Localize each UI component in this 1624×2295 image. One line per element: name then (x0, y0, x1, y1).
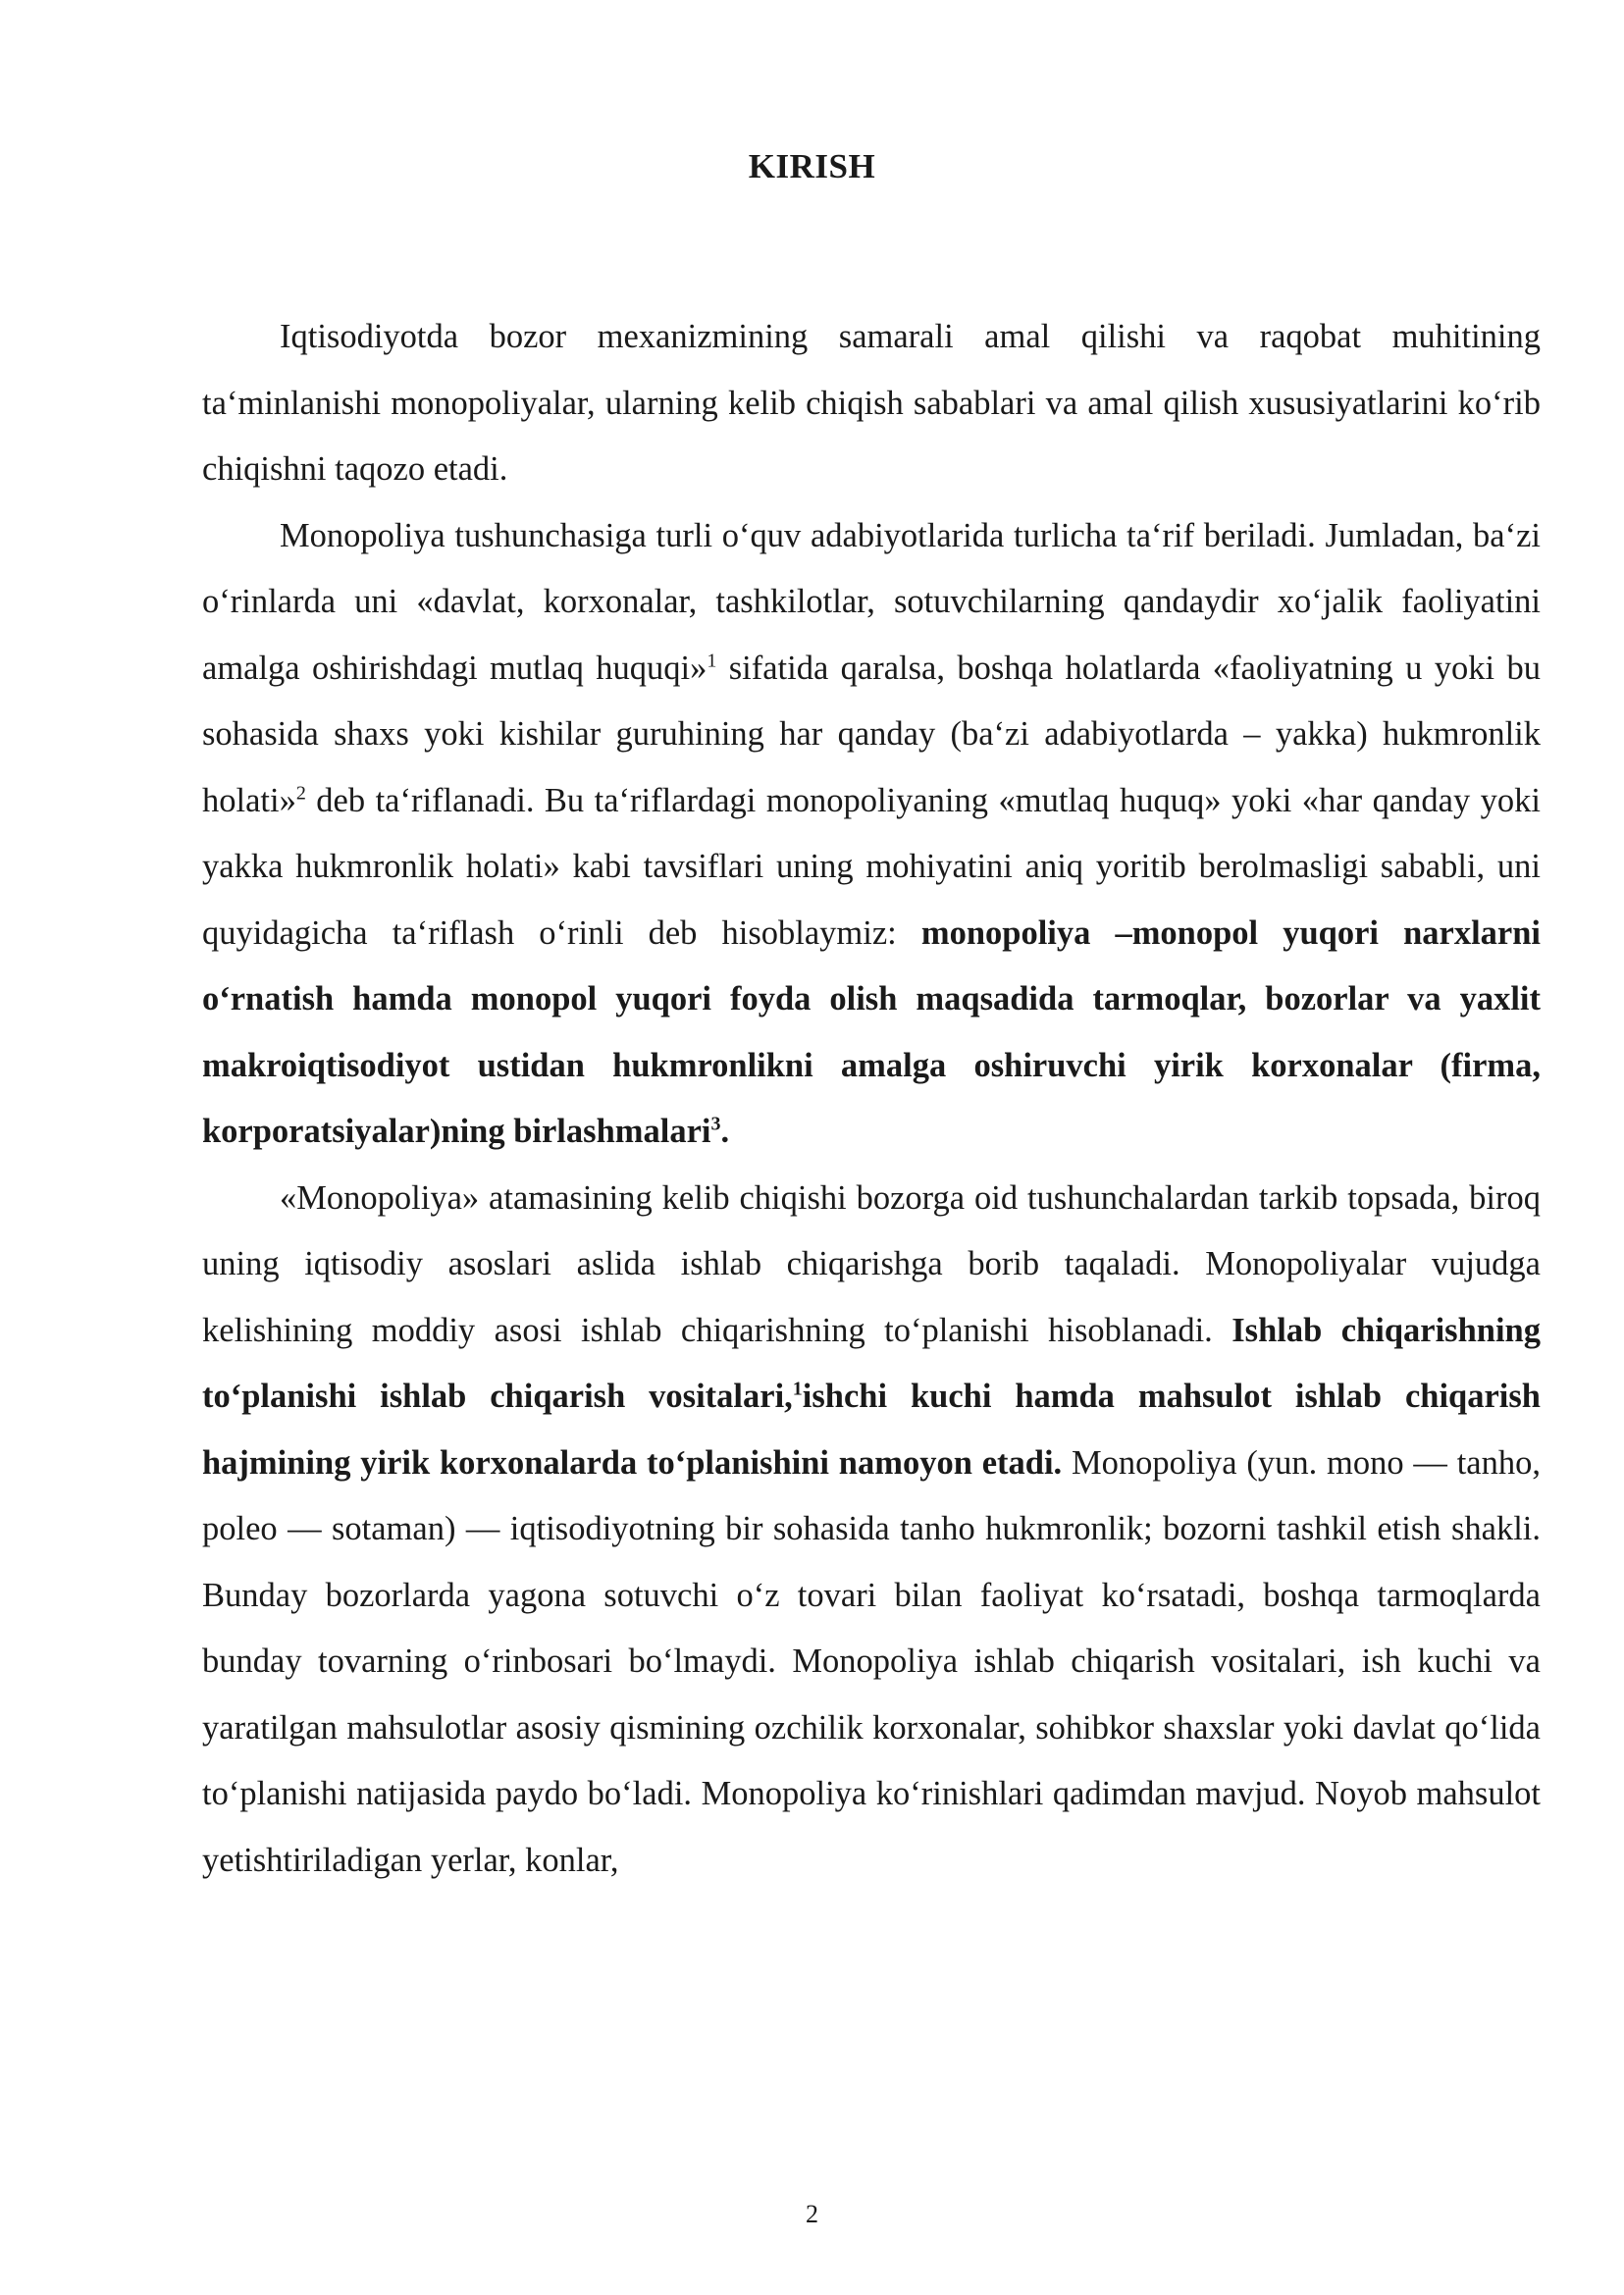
paragraph-monopoly-origin (202, 1166, 1541, 1895)
page-title: KIRISH (748, 147, 876, 185)
paragraph-text: deb ta‘riflanadi. Bu ta‘riflardagi monopoliyaning «mutlaq huquq» yoki «har qanday yoki yakka hukmronlik holati» kabi tavsiflari uning mohiyatini aniq yoritib berolmasligi sababli, uni quyidagicha ta‘riflash o‘rinli deb hisoblaymiz: (202, 781, 1541, 952)
footnote-ref-1[interactable]: 1 (707, 650, 717, 671)
document-body (202, 304, 1541, 1894)
footnote-ref-3[interactable]: 3 (710, 1113, 721, 1135)
bold-period: . (720, 1113, 730, 1150)
paragraph-text: sifatida qaralsa, boshqa holatlarda «faoliyatning u yoki bu sohasida shaxs yoki kishilar guruhining har qanday (ba‘zi adabiyotlarda – yakka) hukmronlik holati» (202, 649, 1542, 819)
bold-definition: monopoliya –monopol yuqori narxlarni o‘rnatish hamda monopol yuqori foyda olish maqsadida tarmoqlar, bozorlar va yaxlit makroiqtisodiyot ustidan hukmronlikni amalga oshiruvchi yirik korxonalar (firma, korporatsiyalar)ning birlashmalari (202, 913, 1541, 1150)
footnote-ref-1b[interactable]: 1 (792, 1378, 803, 1400)
paragraph-intro: Iqtisodiyotda bozor mexanizmining samarali amal qilishi va raqobat muhitining ta‘minlanishi monopoliyalar, ularning kelib chiqish sabablari va amal qilish xususiyatlarini ko‘rib chiqishni taqozo etadi. (202, 318, 1541, 488)
paragraph-text: Monopoliya (yun. mono — tanho, poleo — sotaman) — iqtisodiyotning bir sohasida tanho hukmronlik; bozorni tashkil etish shakli. Bunday bozorlarda yagona sotuvchi o‘z tovari bilan faoliyat ko‘rsatadi, boshqa tarmoqlarda bunday tovarning o‘rinbosari bo‘lmaydi. Monopoliya ishlab chiqarish vositalari, ish kuchi va yaratilgan mahsulotlar asosiy qismining ozchilik korxonalar, sohibkor shaxslar yoki davlat qo‘lida to‘planishi natijasida paydo bo‘ladi. Monopoliya ko‘rinishlari qadimdan mavjud. Noyob mahsulot yetishtiriladigan yerlar, konlar, (202, 1443, 1541, 1879)
bold-concentration-text-2: ishchi kuchi hamda mahsulot ishlab chiqarish hajmining yirik korxonalarda to‘planishini namoyon etadi. (202, 1378, 1541, 1482)
bold-concentration-text: Ishlab chiqarishning to‘planishi ishlab chiqarish vositalari, (202, 1311, 1541, 1415)
paragraph-text: «Monopoliya» atamasining kelib chiqishi bozorga oid tushunchalardan tarkib topsada, biroq uning iqtisodiy asoslari aslida ishlab chiqarishga borib taqaladi. Monopoliyalar vujudga kelishining moddiy asosi ishlab chiqarishning to‘planishi hisoblanadi. (202, 1178, 1541, 1349)
paragraph-text: Monopoliya tushunchasiga turli o‘quv adabiyotlarida turlicha ta‘rif beriladi. Jumladan, ba‘zi o‘rinlarda uni «davlat, korxonalar, tashkilotlar, sotuvchilarning qandaydir xo‘jalik faoliyatini amalga oshirishdagi mutlaq huquqi» (202, 516, 1541, 687)
paragraph-monopoly-definition (202, 503, 1541, 1166)
page-number: 2 (806, 2200, 818, 2228)
footnote-ref-2[interactable]: 2 (295, 782, 306, 804)
